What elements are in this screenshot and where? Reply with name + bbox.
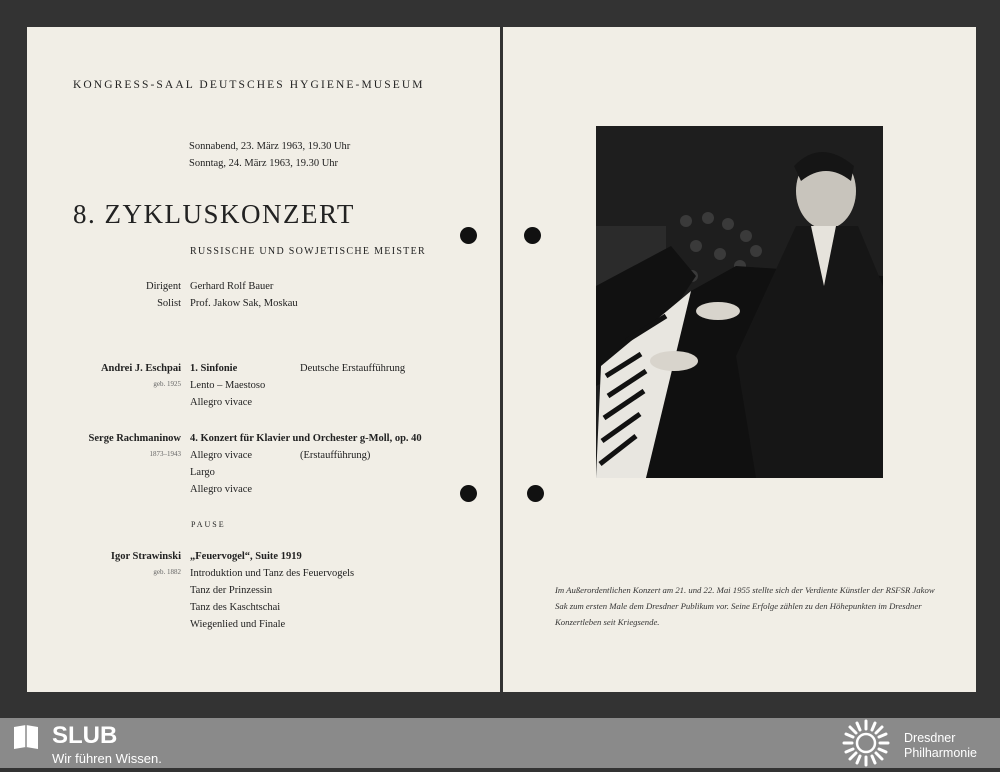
movement: Largo bbox=[190, 467, 215, 478]
date-line-2: Sonntag, 24. März 1963, 19.30 Uhr bbox=[189, 158, 339, 169]
movement: Tanz des Kaschtschai bbox=[190, 602, 281, 613]
movement: Introduktion und Tanz des Feuervogels bbox=[190, 568, 355, 579]
credit-role-soloist: Solist bbox=[157, 298, 181, 309]
slub-tagline: Wir führen Wissen. bbox=[52, 751, 162, 766]
slub-logo-icon[interactable] bbox=[12, 723, 40, 751]
composer-name: Serge Rachmaninow bbox=[88, 433, 181, 444]
movement: Tanz der Prinzessin bbox=[190, 585, 273, 596]
movement: Lento – Maestoso bbox=[190, 380, 266, 391]
philharmonie-name-line-2: Philharmonie bbox=[904, 746, 977, 760]
pause-label: PAUSE bbox=[191, 520, 226, 529]
composer-name: Andrei J. Eschpai bbox=[100, 363, 181, 374]
composer-dates: geb. 1925 bbox=[153, 380, 181, 388]
movement: Wiegenlied und Finale bbox=[190, 619, 286, 630]
photo-caption: Im Außerordentlichen Konzert am 21. und 22. Mai 1955 stellte sich der Verdiente Künstler der RSFSR Jakow Sak zum ersten Male dem Dresdner Publikum vor. Seine Erfolge zählen zu den Höhepunkten im Dresdner Konzertleben seit Kriegsende. bbox=[555, 585, 935, 627]
pianist-photo bbox=[596, 126, 883, 478]
work-note: (Erstaufführung) bbox=[300, 450, 371, 461]
punch-hole bbox=[460, 227, 477, 244]
movement: Allegro vivace bbox=[190, 484, 253, 495]
concert-title: 8. ZYKLUSKONZERT bbox=[73, 199, 355, 229]
punch-hole bbox=[527, 485, 544, 502]
work-title: „Feuervogel“, Suite 1919 bbox=[190, 551, 302, 562]
left-page bbox=[27, 27, 500, 692]
slub-name[interactable]: SLUB bbox=[52, 722, 118, 749]
venue-heading: KONGRESS-SAAL DEUTSCHES HYGIENE-MUSEUM bbox=[73, 79, 425, 91]
credit-name-soloist: Prof. Jakow Sak, Moskau bbox=[190, 298, 298, 309]
movement: Allegro vivace bbox=[190, 397, 253, 408]
right-page bbox=[503, 27, 976, 692]
work-title: 1. Sinfonie bbox=[190, 363, 238, 374]
composer-dates: geb. 1882 bbox=[153, 568, 181, 576]
punch-hole bbox=[460, 485, 477, 502]
footer-bar bbox=[0, 718, 1000, 768]
philharmonie-logo-icon[interactable] bbox=[842, 719, 890, 767]
credit-role-conductor: Dirigent bbox=[146, 281, 181, 292]
date-line-1: Sonnabend, 23. März 1963, 19.30 Uhr bbox=[189, 141, 351, 152]
punch-hole bbox=[524, 227, 541, 244]
pianist-illustration bbox=[596, 126, 883, 478]
concert-subtitle: RUSSISCHE UND SOWJETISCHE MEISTER bbox=[190, 246, 426, 257]
composer-dates: 1873–1943 bbox=[149, 450, 181, 458]
work-note: Deutsche Erstaufführung bbox=[300, 363, 406, 374]
composer-name: Igor Strawinski bbox=[110, 551, 181, 562]
philharmonie-name-line-1: Dresdner bbox=[904, 731, 956, 745]
credit-name-conductor: Gerhard Rolf Bauer bbox=[190, 281, 274, 292]
movement: Allegro vivace bbox=[190, 450, 253, 461]
work-title: 4. Konzert für Klavier und Orchester g-Moll, op. 40 bbox=[190, 433, 422, 444]
